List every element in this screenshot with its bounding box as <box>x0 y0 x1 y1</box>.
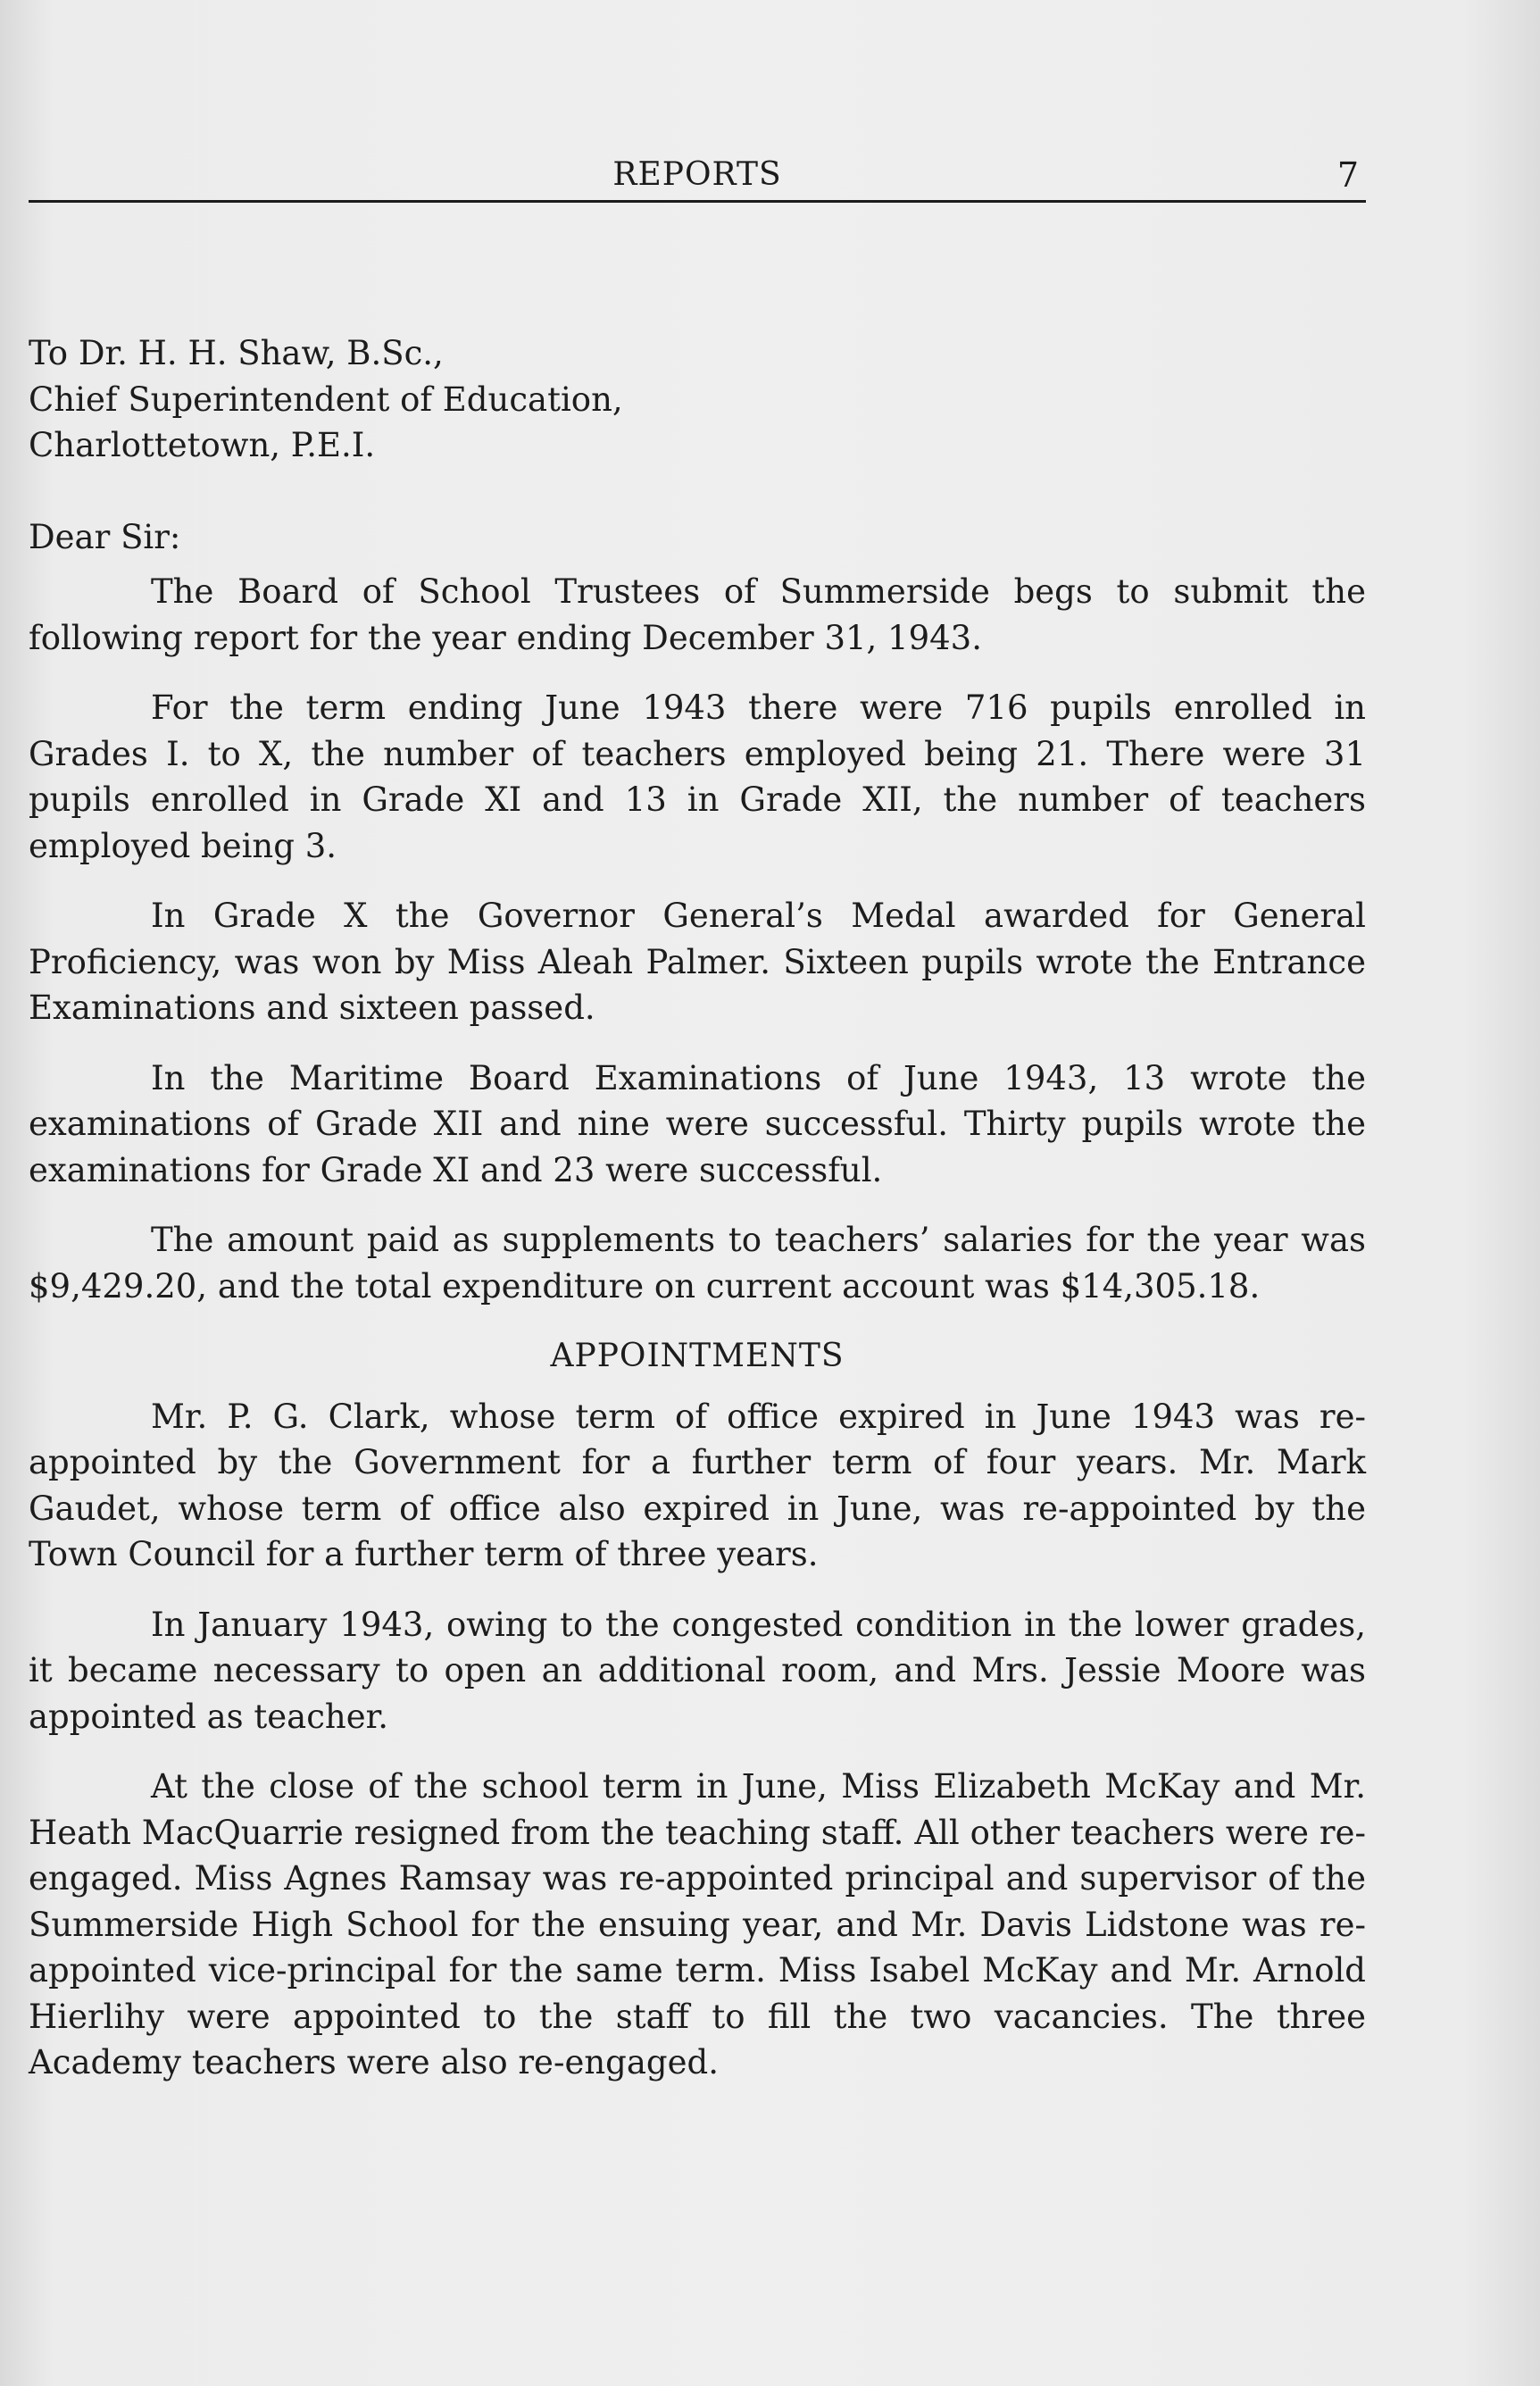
paragraph: For the term ending June 1943 there were 716 pupils enrolled in Grades I. to X, the number of teachers employed being 21. There were 31 pupils enrolled in Grade XI and 13 in Grade XII, the number of teachers employed being 3. <box>29 688 1366 865</box>
paragraph: In Grade X the Governor General’s Medal awarded for General Proficiency, was won by Miss Aleah Palmer. Sixteen pupils wrote the Entrance Examinations and sixteen passed. <box>29 897 1366 1027</box>
page-header <box>29 152 1366 203</box>
address-line: Charlottetown, P.E.I. <box>29 426 376 464</box>
letter-body <box>29 330 1366 2110</box>
salutation: Dear Sir: <box>29 517 181 556</box>
paragraph: Mr. P. G. Clark, whose term of office expired in June 1943 was re-appointed by the Government for a further term of four years. Mr. Mark Gaudet, whose term of office also expired in June, was re-appointed by the Town Council for a further term of three years. <box>29 1397 1366 1573</box>
address-line: Chief Superintendent of Education, <box>29 380 623 419</box>
address-line: To Dr. H. H. Shaw, B.Sc., <box>29 334 444 372</box>
running-title: REPORTS <box>612 156 782 193</box>
paragraph: In the Maritime Board Examinations of June 1943, 13 wrote the examinations of Grade XII and nine were successful. Thirty pupils wrote the examinations for Grade XI and 23 were successful. <box>29 1058 1366 1189</box>
section-heading: APPOINTMENTS <box>550 1338 845 1374</box>
paragraph: At the close of the school term in June, Miss Elizabeth McKay and Mr. Heath MacQuarrie resigned from the teaching staff. All other teachers were re-engaged. Miss Agnes Ramsay was re-appointed principal and supervisor of the Summerside High School for the ensuing year, and Mr. Davis Lidstone was re-appointed vice-principal for the same term. Miss Isabel McKay and Mr. Arnold Hierlihy were appointed to the staff to fill the two vacancies. The three Academy teachers were also re-engaged. <box>29 1767 1366 2081</box>
page-number: 7 <box>1336 155 1359 195</box>
paragraph: The Board of School Trustees of Summerside begs to submit the following report for the year ending December 31, 1943. <box>29 572 1366 657</box>
paragraph: The amount paid as supplements to teachers’ salaries for the year was $9,429.20, and the total expenditure on current account was $14,305.18. <box>29 1221 1366 1306</box>
paragraph: In January 1943, owing to the congested condition in the lower grades, it became necessary to open an additional room, and Mrs. Jessie Moore was appointed as teacher. <box>29 1605 1366 1736</box>
recipient-address <box>29 330 1366 469</box>
